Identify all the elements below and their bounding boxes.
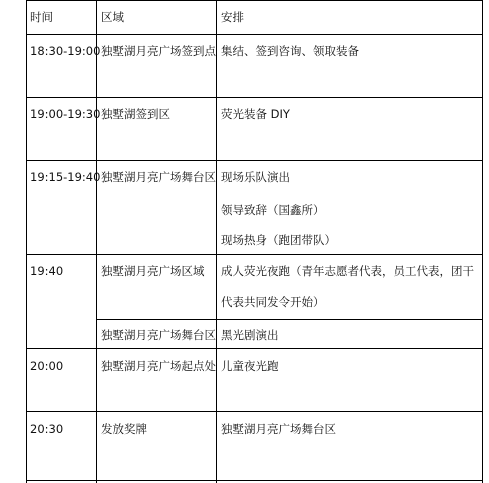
table-rule bbox=[26, 411, 482, 412]
cell-time: 20:00 bbox=[30, 359, 64, 373]
table-rule bbox=[96, 319, 482, 320]
cell-plan: 集结、签到咨询、领取装备 bbox=[221, 44, 359, 58]
header-area: 区域 bbox=[101, 10, 124, 24]
cell-plan: 现场热身（跑团带队） bbox=[221, 233, 336, 247]
table-rule bbox=[26, 34, 482, 35]
cell-time: 18:30-19:00 bbox=[30, 44, 101, 58]
cell-time: 19:40 bbox=[30, 264, 64, 278]
table-rule bbox=[482, 0, 483, 483]
table-rule bbox=[26, 254, 482, 255]
header-time: 时间 bbox=[30, 10, 53, 24]
table-rule bbox=[26, 348, 482, 349]
table-rule bbox=[26, 0, 482, 1]
cell-plan: 现场乐队演出 bbox=[221, 170, 290, 184]
cell-time: 20:30 bbox=[30, 422, 64, 436]
cell-plan: 领导致辞（国鑫所） bbox=[221, 203, 325, 217]
cell-area: 独墅湖月亮广场起点处 bbox=[101, 359, 216, 373]
cell-plan: 儿童夜光跑 bbox=[221, 359, 279, 373]
cell-area: 独墅湖月亮广场舞台区 bbox=[101, 328, 216, 342]
cell-plan: 代表共同发令开始） bbox=[221, 295, 325, 309]
cell-area: 独墅湖签到区 bbox=[101, 107, 170, 121]
cell-area: 独墅湖月亮广场舞台区 bbox=[101, 170, 216, 184]
table-rule bbox=[26, 0, 27, 483]
cell-time: 19:15-19:40 bbox=[30, 170, 101, 184]
cell-time: 19:00-19:30 bbox=[30, 107, 101, 121]
cell-plan: 荧光装备 DIY bbox=[221, 107, 290, 121]
table-rule bbox=[26, 97, 482, 98]
cell-area: 发放奖牌 bbox=[101, 422, 147, 436]
cell-plan: 成人荧光夜跑（青年志愿者代表，员工代表，团干 bbox=[221, 264, 474, 278]
table-rule bbox=[216, 0, 217, 483]
cell-area: 独墅湖月亮广场签到点 bbox=[101, 44, 216, 58]
cell-plan: 黑光剧演出 bbox=[221, 328, 279, 342]
table-rule bbox=[96, 0, 97, 483]
table-rule bbox=[26, 160, 482, 161]
cell-area: 独墅湖月亮广场区域 bbox=[101, 264, 205, 278]
table-rule bbox=[26, 480, 482, 481]
cell-plan: 独墅湖月亮广场舞台区 bbox=[221, 422, 336, 436]
header-plan: 安排 bbox=[221, 10, 244, 24]
